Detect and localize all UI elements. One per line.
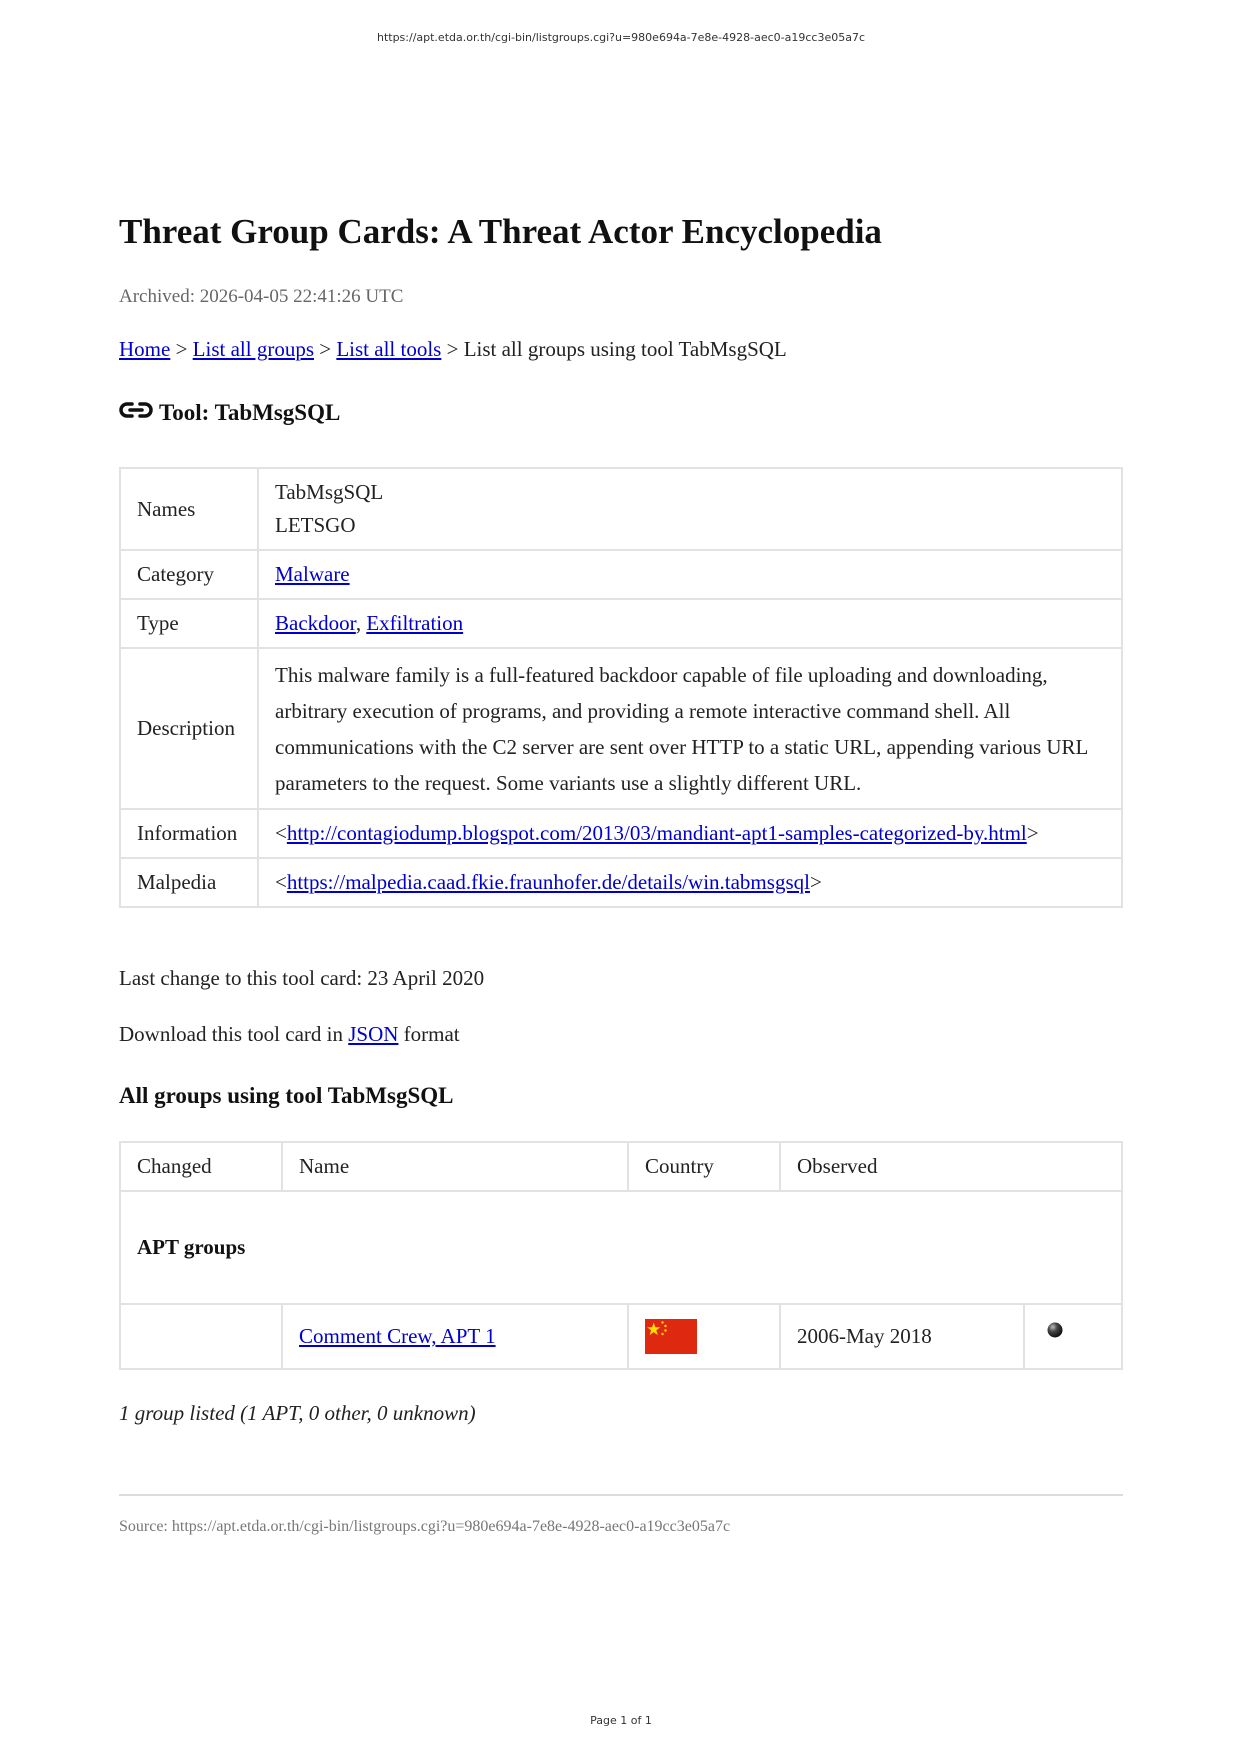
type-exfiltration-link[interactable]: Exfiltration — [366, 611, 464, 635]
tool-name: TabMsgSQL — [275, 480, 384, 504]
angle-open: < — [275, 821, 287, 845]
link-icon — [119, 400, 159, 428]
download-text — [119, 1022, 460, 1047]
page-title: Threat Group Cards: A Threat Actor Encyclopedia — [119, 212, 882, 251]
groups-heading: All groups using tool TabMsgSQL — [119, 1083, 454, 1108]
apt-section-title: APT groups — [120, 1191, 1122, 1304]
json-download-link[interactable]: JSON — [348, 1022, 399, 1046]
group-status-cell — [1024, 1304, 1122, 1369]
description-row — [120, 648, 1122, 809]
tool-heading-text: Tool: TabMsgSQL — [159, 400, 341, 425]
type-row — [120, 599, 1122, 648]
source-url: Source: https://apt.etda.or.th/cgi-bin/listgroups.cgi?u=980e694a-7e8e-4928-aec0-a19cc3e05a7c — [119, 1518, 731, 1535]
breadcrumb-current: List all groups using tool TabMsgSQL — [463, 337, 787, 361]
download-suffix: format — [398, 1022, 460, 1046]
tool-name: LETSGO — [275, 513, 356, 537]
page-number: Page 1 of 1 — [590, 1714, 652, 1727]
breadcrumb-separator: > — [170, 337, 193, 361]
information-label: Information — [120, 809, 258, 858]
groups-header-row — [120, 1142, 1122, 1191]
download-prefix: Download this tool card in — [119, 1022, 349, 1046]
names-label: Names — [120, 468, 258, 550]
information-row — [120, 809, 1122, 858]
group-observed: 2006-May 2018 — [780, 1304, 1024, 1369]
breadcrumb-list-groups-link[interactable]: List all groups — [192, 337, 314, 361]
apt-section-row — [120, 1191, 1122, 1304]
china-flag-icon — [645, 1319, 697, 1354]
names-row — [120, 468, 1122, 550]
status-dot-icon — [1047, 1319, 1063, 1343]
group-name-link[interactable]: Comment Crew, APT 1 — [299, 1324, 496, 1348]
angle-close: > — [1026, 821, 1039, 845]
breadcrumb-separator: > — [314, 337, 337, 361]
divider — [119, 1494, 1123, 1496]
category-value — [258, 550, 1122, 599]
angle-close: > — [809, 870, 822, 894]
description-label: Description — [120, 648, 258, 809]
print-header-url: https://apt.etda.or.th/cgi-bin/listgroups.cgi?u=980e694a-7e8e-4928-aec0-a19cc3e05a7c — [376, 31, 866, 44]
type-separator: , — [355, 611, 367, 635]
malpedia-row — [120, 858, 1122, 907]
breadcrumb — [119, 337, 787, 362]
column-header-changed: Changed — [120, 1142, 282, 1191]
tool-heading — [119, 400, 340, 428]
information-link[interactable]: http://contagiodump.blogspot.com/2013/03/mandiant-apt1-samples-categorized-by.html — [286, 821, 1027, 845]
category-label: Category — [120, 550, 258, 599]
groups-summary: 1 group listed (1 APT, 0 other, 0 unknown) — [119, 1401, 476, 1425]
malpedia-link[interactable]: https://malpedia.caad.fkie.fraunhofer.de/details/win.tabmsgsql — [286, 870, 810, 894]
table-row — [120, 1304, 1122, 1369]
tool-info-table — [119, 467, 1123, 908]
category-row — [120, 550, 1122, 599]
groups-table — [119, 1141, 1123, 1370]
description-value: This malware family is a full-featured backdoor capable of file uploading and downloading, arbitrary execution of programs, and providing a remote interactive command shell. All communications with the C2 server are sent over HTTP to a static URL, appending various URL parameters to the request. Some variants use a slightly different URL. — [258, 648, 1122, 809]
column-header-country: Country — [628, 1142, 780, 1191]
archived-timestamp: Archived: 2026-04-05 22:41:26 UTC — [119, 286, 404, 307]
type-value — [258, 599, 1122, 648]
information-value — [258, 809, 1122, 858]
breadcrumb-separator: > — [441, 337, 464, 361]
group-changed — [120, 1304, 282, 1369]
breadcrumb-list-tools-link[interactable]: List all tools — [336, 337, 442, 361]
type-label: Type — [120, 599, 258, 648]
column-header-observed: Observed — [780, 1142, 1122, 1191]
category-malware-link[interactable]: Malware — [275, 562, 350, 586]
malpedia-label: Malpedia — [120, 858, 258, 907]
breadcrumb-home-link[interactable]: Home — [119, 337, 171, 361]
group-country-cell — [628, 1304, 780, 1369]
angle-open: < — [275, 870, 287, 894]
column-header-name: Name — [282, 1142, 628, 1191]
names-value — [258, 468, 1122, 550]
group-name-cell — [282, 1304, 628, 1369]
type-backdoor-link[interactable]: Backdoor — [275, 611, 356, 635]
last-change-text: Last change to this tool card: 23 April 2020 — [119, 966, 485, 990]
malpedia-value — [258, 858, 1122, 907]
